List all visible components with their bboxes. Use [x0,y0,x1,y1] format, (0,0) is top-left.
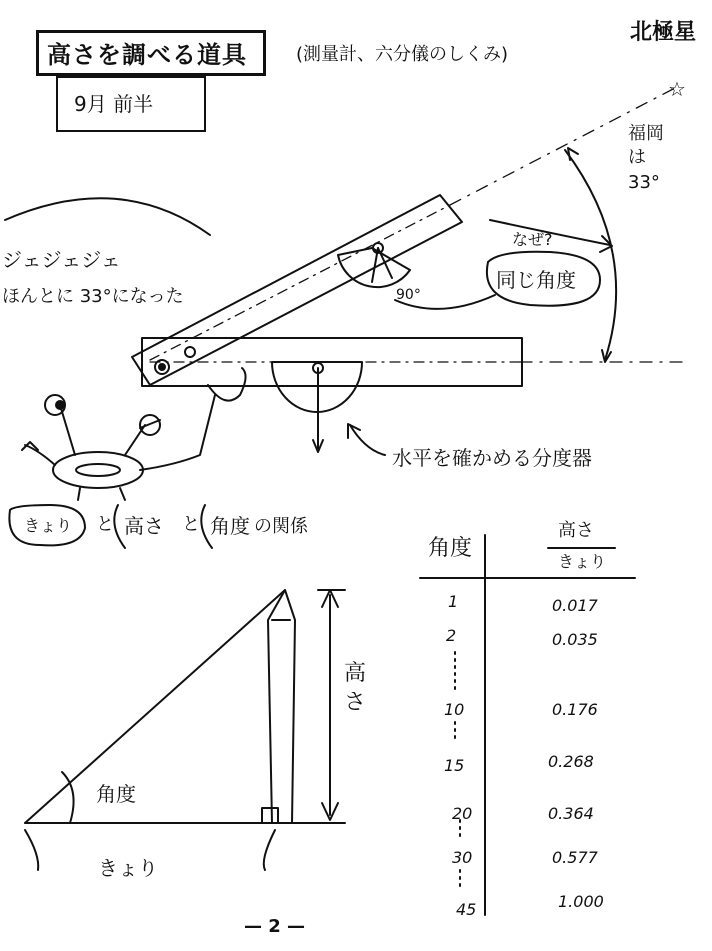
relation-to-1: と [96,514,114,535]
table-row-angle: 30 [452,848,473,867]
table-row-ratio: 0.017 [552,596,598,615]
page-number: — 2 — [244,916,306,937]
page-title: 高さを調べる道具 [47,41,247,69]
level-caption: 水平を確かめる分度器 [392,446,592,470]
polaris-label: 北極星 [630,20,697,45]
table-row-ratio: 0.035 [552,630,598,649]
same-angle-label: 同じ角度 [496,268,576,292]
table-row-ratio: 0.176 [552,700,598,719]
relation-takasa: 高さ [124,514,164,538]
date-box [56,76,206,132]
date-label: 9月 前半 [74,92,154,116]
triangle-diagram [25,590,345,870]
fukuoka-label: 福岡は 33° [628,123,664,193]
table-header-ratio-bottom: きょり [558,552,607,571]
table-row-ratio: 0.577 [552,848,598,867]
table-row-angle: 15 [444,756,465,775]
table-header-angle: 角度 [428,536,473,561]
title-box [36,30,266,76]
table-row-ratio: 1.000 [558,892,604,911]
exclaim-line2: ほんとに 33°になった [2,286,184,307]
subtitle: (測量計、六分儀のしくみ) [296,44,509,65]
naze-label: なぜ? [512,230,553,249]
table-row-ratio: 0.268 [548,752,594,771]
table-row-angle: 45 [456,900,477,919]
observer-figure [22,395,215,500]
table-row-angle: 1 [448,592,459,611]
relation-kakudo: 角度 [210,514,250,538]
relation-kyori: きょり [24,516,73,535]
height-label: 高さ [344,661,367,715]
exclaim-line1: ジェジェジェ [2,248,121,272]
table-row-angle: 20 [452,804,473,823]
angle-label: 角度 [96,782,136,806]
table-row-angle: 2 [446,626,457,645]
table-row-ratio: 0.364 [548,804,594,823]
distance-label: きょり [98,856,158,880]
relation-to-2: と [182,514,200,535]
protractor-angle: 90° [396,287,421,303]
svg-text:☆: ☆ [668,77,686,101]
table-header-ratio-top: 高さ [558,520,594,541]
table-row-angle: 10 [444,700,465,719]
relation-no-kankei: の関係 [254,516,308,537]
